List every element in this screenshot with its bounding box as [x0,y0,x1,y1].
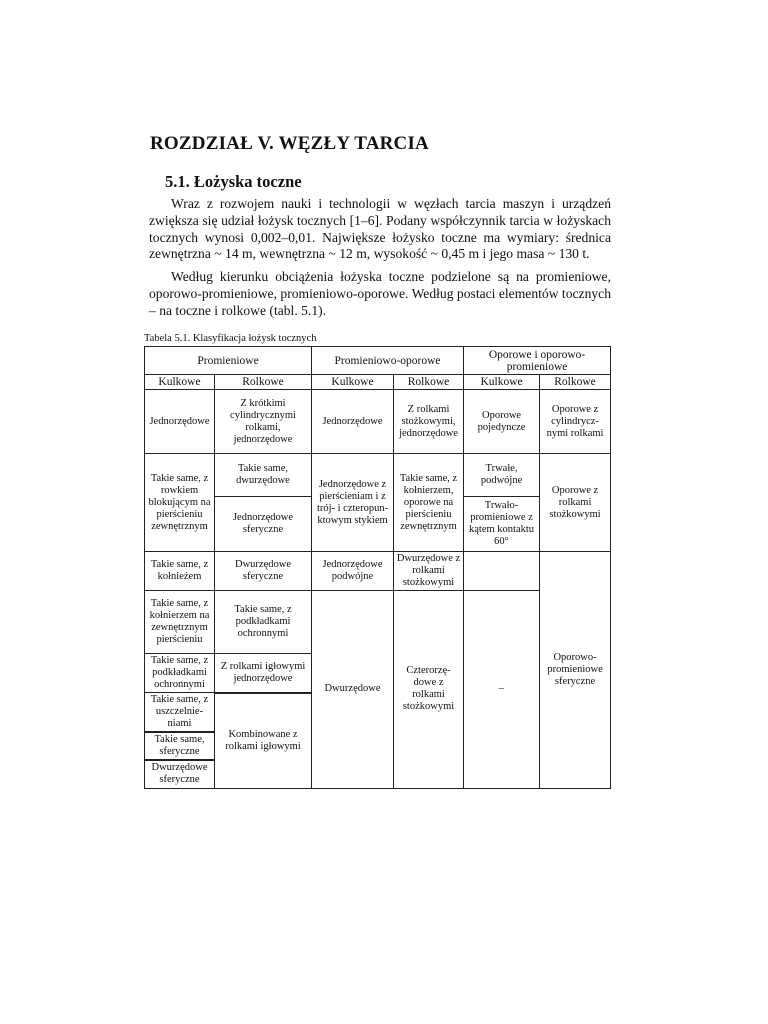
paragraph-2: Według kierunku obciążenia łożyska toczne podzielone są na promieniowe, oporowo-promieniowe, promieniowo-oporowe. Według postaci elementów tocznych – na toczne i rolkowe (tabl. 5.1). [149,269,611,318]
table-cell: Takie same, z rowkiem blokującym na pierścieniu zewnętrznym [145,454,215,552]
table-cell: Czterorzę-dowe z rolkami stożkowymi [394,591,464,789]
table-cell: Jednorzędowe [312,390,394,454]
table-cell: Takie same, z podkładkami ochronnymi [215,591,312,654]
table-cell: Oporowe z cylindrycz-nymi rolkami [540,390,611,454]
table-cell: Z krótkimi cylindrycznymi rolkami, jednorzędowe [215,390,312,454]
subheader-cell: Rolkowe [215,375,312,390]
table-cell [464,552,540,591]
table-cell: Oporowo-promieniowe sferyczne [540,552,611,789]
table-row [145,552,611,591]
paragraph-1: Wraz z rozwojem nauki i technologii w węzłach tarcia maszyn i urządzeń zwiększa się udział łożysk tocznych [1–6]. Podany współczynnik tarcia w łożyskach tocznych wynosi 0,002–0,01. Największe łożysko toczne ma wymiary: średnica zewnętrzna ~ 14 m, wewnętrzna ~ 12 m, wysokość ~ 0,45 m i jego masa ~ 130 t. [149,196,611,262]
table-cell: – [464,591,540,789]
chapter-title: ROZDZIAŁ V. WĘZŁY TARCIA [150,133,429,154]
table-row [145,454,611,497]
table-cell: Takie same, sferyczne [145,732,215,760]
table-cell: Jednorzędowe [145,390,215,454]
table-caption: Tabela 5.1. Klasyfikacja łożysk tocznych [144,333,317,344]
table-cell: Takie same, z kołnieżem [145,552,215,591]
subheader-cell: Kulkowe [464,375,540,390]
table-cell: Dwurzędowe sferyczne [145,760,215,788]
subheader-cell: Rolkowe [394,375,464,390]
table-cell: Dwurzędowe sferyczne [215,552,312,591]
table-cell: Trwało-promieniowe z kątem kontaktu 60° [464,497,540,552]
table-cell: Z rolkami igłowymi jednorzędowe [215,654,312,693]
table-cell: Dwurzędowe z rolkami stożkowymi [394,552,464,591]
table-row [145,390,611,454]
table-cell: Kombinowane z rolkami igłowymi [215,693,312,789]
classification-table [144,346,611,789]
table-cell: Jednorzędowe podwójne [312,552,394,591]
table-row [145,375,611,390]
group-header: Promieniowo-oporowe [312,347,464,375]
subheader-cell: Rolkowe [540,375,611,390]
table-cell: Jednorzędowe z pierścieniam i z trój- i czteropun-ktowym stykiem [312,454,394,552]
subheader-cell: Kulkowe [145,375,215,390]
group-header: Oporowe i oporowo-promieniowe [464,347,611,375]
table-cell: Jednorzędowe sferyczne [215,497,312,552]
table-cell: Trwałe, podwójne [464,454,540,497]
table-cell: Takie same, z kołnierzem na zewnętrznym pierścieniu [145,591,215,654]
table-cell: Takie same, dwurzędowe [215,454,312,497]
table-cell: Takie same, z podkładkami ochronnymi [145,654,215,693]
table-row [145,347,611,375]
group-header: Promieniowe [145,347,312,375]
table-cell: Dwurzędowe [312,591,394,789]
table-cell: Takie same, z kołnierzem, oporowe na pierścieniu zewnętrznym [394,454,464,552]
section-title: 5.1. Łożyska toczne [165,172,302,191]
table-cell: Z rolkami stożkowymi, jednorzędowe [394,390,464,454]
table-cell: Oporowe pojedyncze [464,390,540,454]
table-cell: Takie same, z uszczelnie-niami [145,693,215,733]
table-cell: Oporowe z rolkami stożkowymi [540,454,611,552]
subheader-cell: Kulkowe [312,375,394,390]
